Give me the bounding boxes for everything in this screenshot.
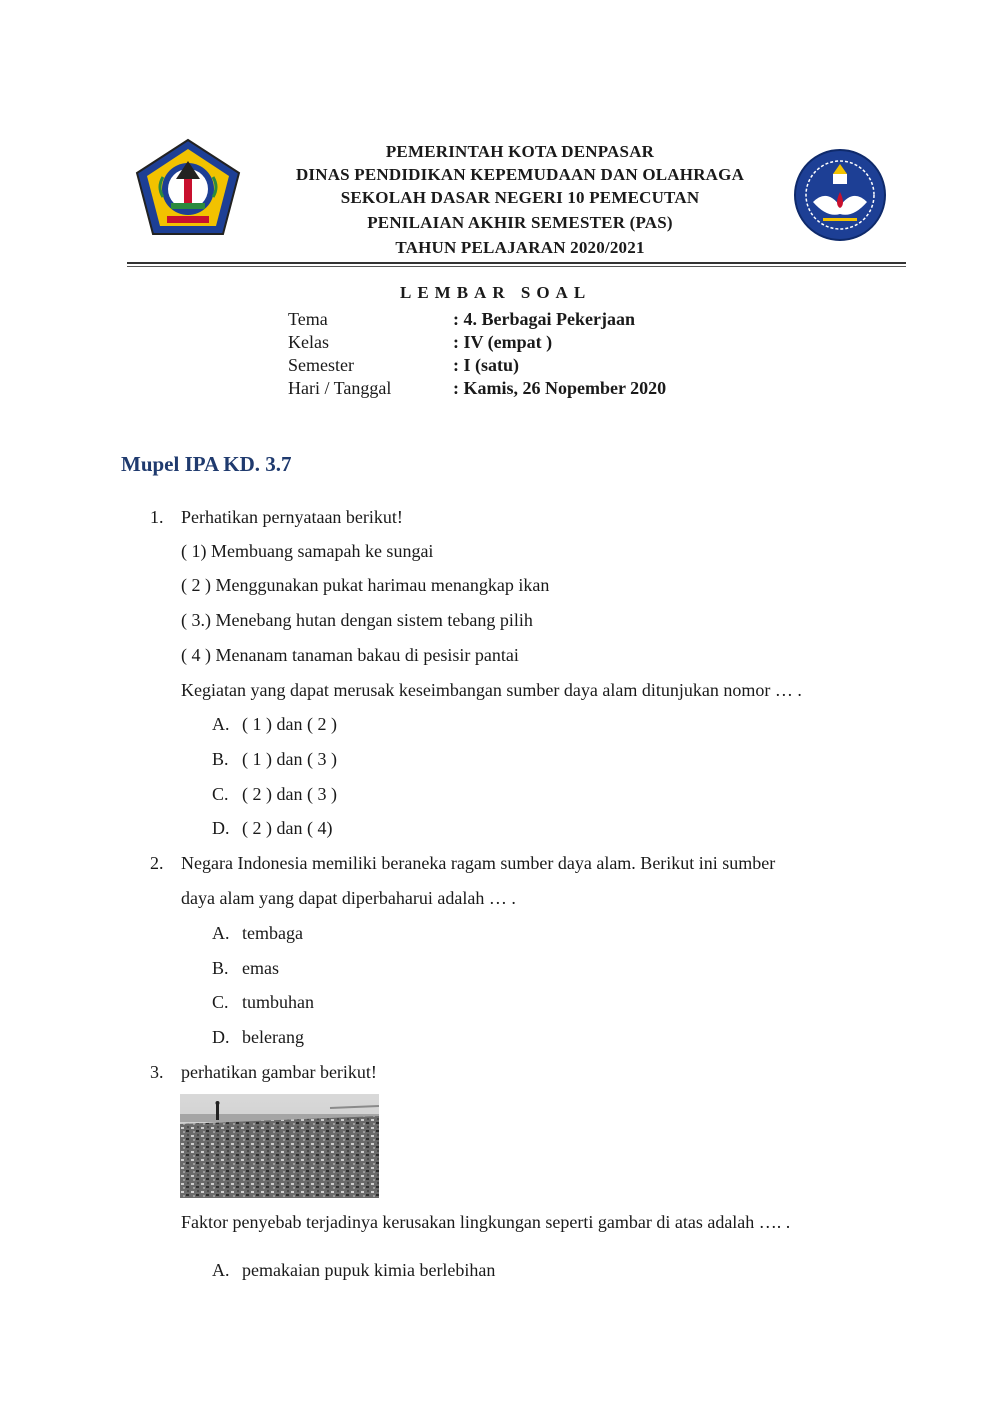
meta-label-date: Hari / Tanggal bbox=[288, 378, 392, 398]
header-year: TAHUN PELAJARAN 2020/2021 bbox=[395, 238, 645, 257]
question-number: 1. bbox=[150, 507, 164, 527]
option-text: ( 2 ) dan ( 3 ) bbox=[242, 784, 337, 804]
denpasar-emblem-logo bbox=[133, 137, 243, 237]
question-number: 3. bbox=[150, 1062, 164, 1082]
option-text: emas bbox=[242, 958, 279, 978]
meta-label-semester: Semester bbox=[288, 355, 354, 375]
meta-value-semester: : I (satu) bbox=[453, 355, 519, 375]
option-text: tembaga bbox=[242, 923, 303, 943]
header-school: SEKOLAH DASAR NEGERI 10 PEMECUTAN bbox=[340, 188, 700, 207]
meta-value-tema: : 4. Berbagai Pekerjaan bbox=[453, 309, 635, 329]
header-government: PEMERINTAH KOTA DENPASAR bbox=[385, 142, 655, 161]
question-text: Negara Indonesia memiliki beraneka ragam sumber daya alam. Berikut ini sumber bbox=[181, 853, 776, 873]
option-text: belerang bbox=[242, 1027, 304, 1047]
meta-value-kelas: : IV (empat ) bbox=[453, 332, 553, 352]
meta-label-tema: Tema bbox=[288, 309, 328, 329]
option-text: tumbuhan bbox=[242, 992, 314, 1012]
option-letter: D. bbox=[212, 1027, 230, 1047]
option-letter: A. bbox=[212, 714, 230, 734]
option-letter: A. bbox=[212, 923, 230, 943]
tut-wuri-handayani-logo bbox=[793, 148, 887, 242]
option-letter: C. bbox=[212, 992, 229, 1012]
question-number: 2. bbox=[150, 853, 164, 873]
option-letter: D. bbox=[212, 818, 230, 838]
option-text: pemakaian pupuk kimia berlebihan bbox=[242, 1260, 496, 1280]
option-text: ( 2 ) dan ( 4) bbox=[242, 818, 333, 838]
statement-item: ( 1) Membuang samapah ke sungai bbox=[181, 541, 434, 561]
statement-item: ( 2 ) Menggunakan pukat harimau menangkap ikan bbox=[181, 575, 550, 595]
option-letter: C. bbox=[212, 784, 229, 804]
option-text: ( 1 ) dan ( 3 ) bbox=[242, 749, 337, 769]
statement-item: ( 3.) Menebang hutan dengan sistem tebang pilih bbox=[181, 610, 533, 630]
question-prompt: Kegiatan yang dapat merusak keseimbangan sumber daya alam ditunjukan nomor … . bbox=[181, 680, 802, 700]
option-letter: B. bbox=[212, 958, 229, 978]
document-title: LEMBAR SOAL bbox=[400, 283, 592, 302]
question-text-continued: daya alam yang dapat diperbaharui adalah … . bbox=[181, 888, 516, 908]
option-letter: B. bbox=[212, 749, 229, 769]
meta-value-date: : Kamis, 26 Nopember 2020 bbox=[453, 378, 667, 398]
meta-label-kelas: Kelas bbox=[288, 332, 329, 352]
statement-item: ( 4 ) Menanam tanaman bakau di pesisir pantai bbox=[181, 645, 519, 665]
option-letter: A. bbox=[212, 1260, 230, 1280]
section-title: Mupel IPA KD. 3.7 bbox=[121, 452, 292, 476]
header-divider-thin bbox=[127, 266, 906, 267]
question-prompt: Faktor penyebab terjadinya kerusakan lingkungan seperti gambar di atas adalah …. . bbox=[181, 1212, 791, 1232]
polluted-shore-photo bbox=[180, 1094, 379, 1198]
option-text: ( 1 ) dan ( 2 ) bbox=[242, 714, 337, 734]
header-department: DINAS PENDIDIKAN KEPEMUDAAN DAN OLAHRAGA bbox=[295, 165, 745, 184]
question-text: Perhatikan pernyataan berikut! bbox=[181, 507, 403, 527]
header-divider bbox=[127, 262, 906, 264]
header-exam: PENILAIAN AKHIR SEMESTER (PAS) bbox=[367, 213, 673, 232]
question-text: perhatikan gambar berikut! bbox=[181, 1062, 377, 1082]
